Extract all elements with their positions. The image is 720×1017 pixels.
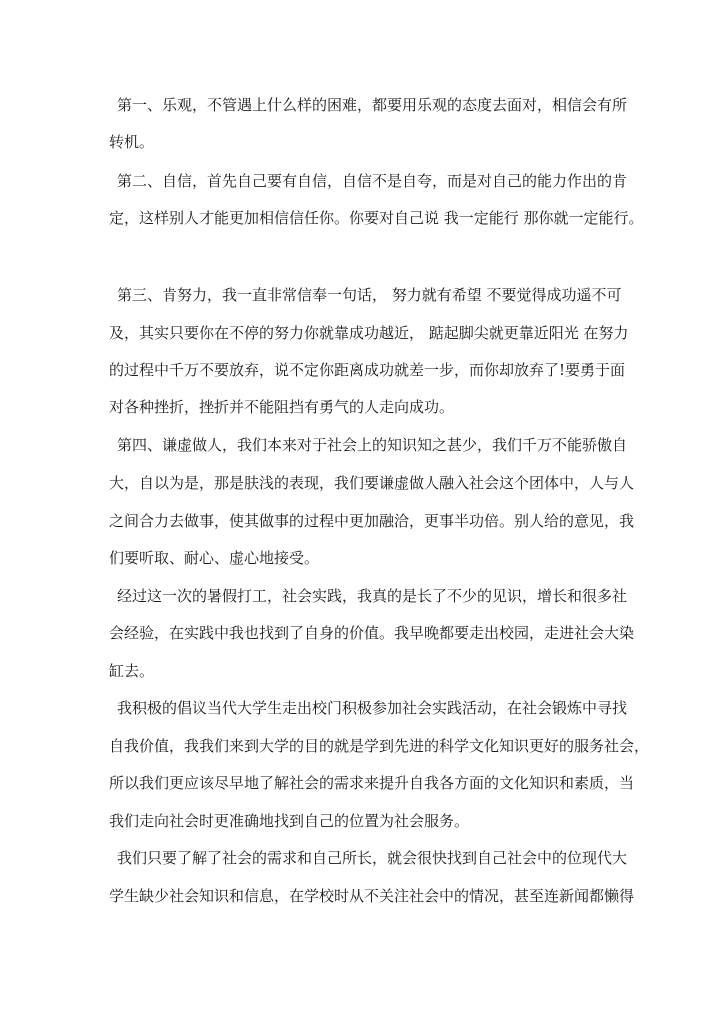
text-line: 及，其实只要你在不停的努力你就靠成功越近， 踮起脚尖就更靠近阳光 在努力 [109,324,629,342]
text-line: 我们走向社会时更准确地找到自己的位置为社会服务。 [109,812,470,830]
text-line: 的过程中千万不要放弃，说不定你距离成功就差一步，而你却放弃了!要勇于面 [109,361,626,379]
text-line: 第二、自信，首先自己要有自信，自信不是自夸，而是对自己的能力作出的肯 [117,172,628,190]
text-line: 第三、肯努力，我一直非常信奉一句话， 努力就有希望 不要觉得成功遥不可 [117,286,622,304]
text-line: 转机。 [109,133,155,151]
text-line: 对各种挫折，挫折并不能阻挡有勇气的人走向成功。 [109,398,455,416]
text-line: 我们只要了解了社会的需求和自己所长，就会很快找到自己社会中的位现代大 [117,849,628,867]
text-line: 大，自以为是，那是肤浅的表现，我们要谦虚做人融入社会这个团体中，人与人 [109,474,635,492]
text-line: 自我价值，我我们来到大学的目的就是学到先进的科学文化知识更好的服务社会， [109,737,650,755]
text-line: 第四、谦虚做人，我们本来对于社会上的知识知之甚少，我们千万不能骄傲自 [117,436,628,454]
text-line: 缸去。 [109,662,155,680]
text-line: 会经验，在实践中我也找到了自身的价值。我早晚都要走出校园，走进社会大染 [109,624,635,642]
text-line: 学生缺少社会知识和信息，在学校时从不关注社会中的情况，甚至连新闻都懒得 [109,887,635,905]
text-line: 定，这样别人才能更加相信信任你。你要对自己说 我一定能行 那你就一定能行。 [109,209,644,227]
text-line: 第一、乐观，不管遇上什么样的困难，都要用乐观的态度去面对，相信会有所 [117,96,628,114]
text-line: 们要听取、耐心、虚心地接受。 [109,549,320,567]
text-line: 我积极的倡议当代大学生走出校门积极参加社会实践活动，在社会锻炼中寻找 [117,699,628,717]
text-line: 之间合力去做事，使其做事的过程中更加融洽，更事半功倍。别人给的意见，我 [109,512,635,530]
text-line: 经过这一次的暑假打工，社会实践，我真的是长了不少的见识，增长和很多社 [117,587,628,605]
text-line: 所以我们更应该尽早地了解社会的需求来提升自我各方面的文化知识和素质，当 [109,774,635,792]
